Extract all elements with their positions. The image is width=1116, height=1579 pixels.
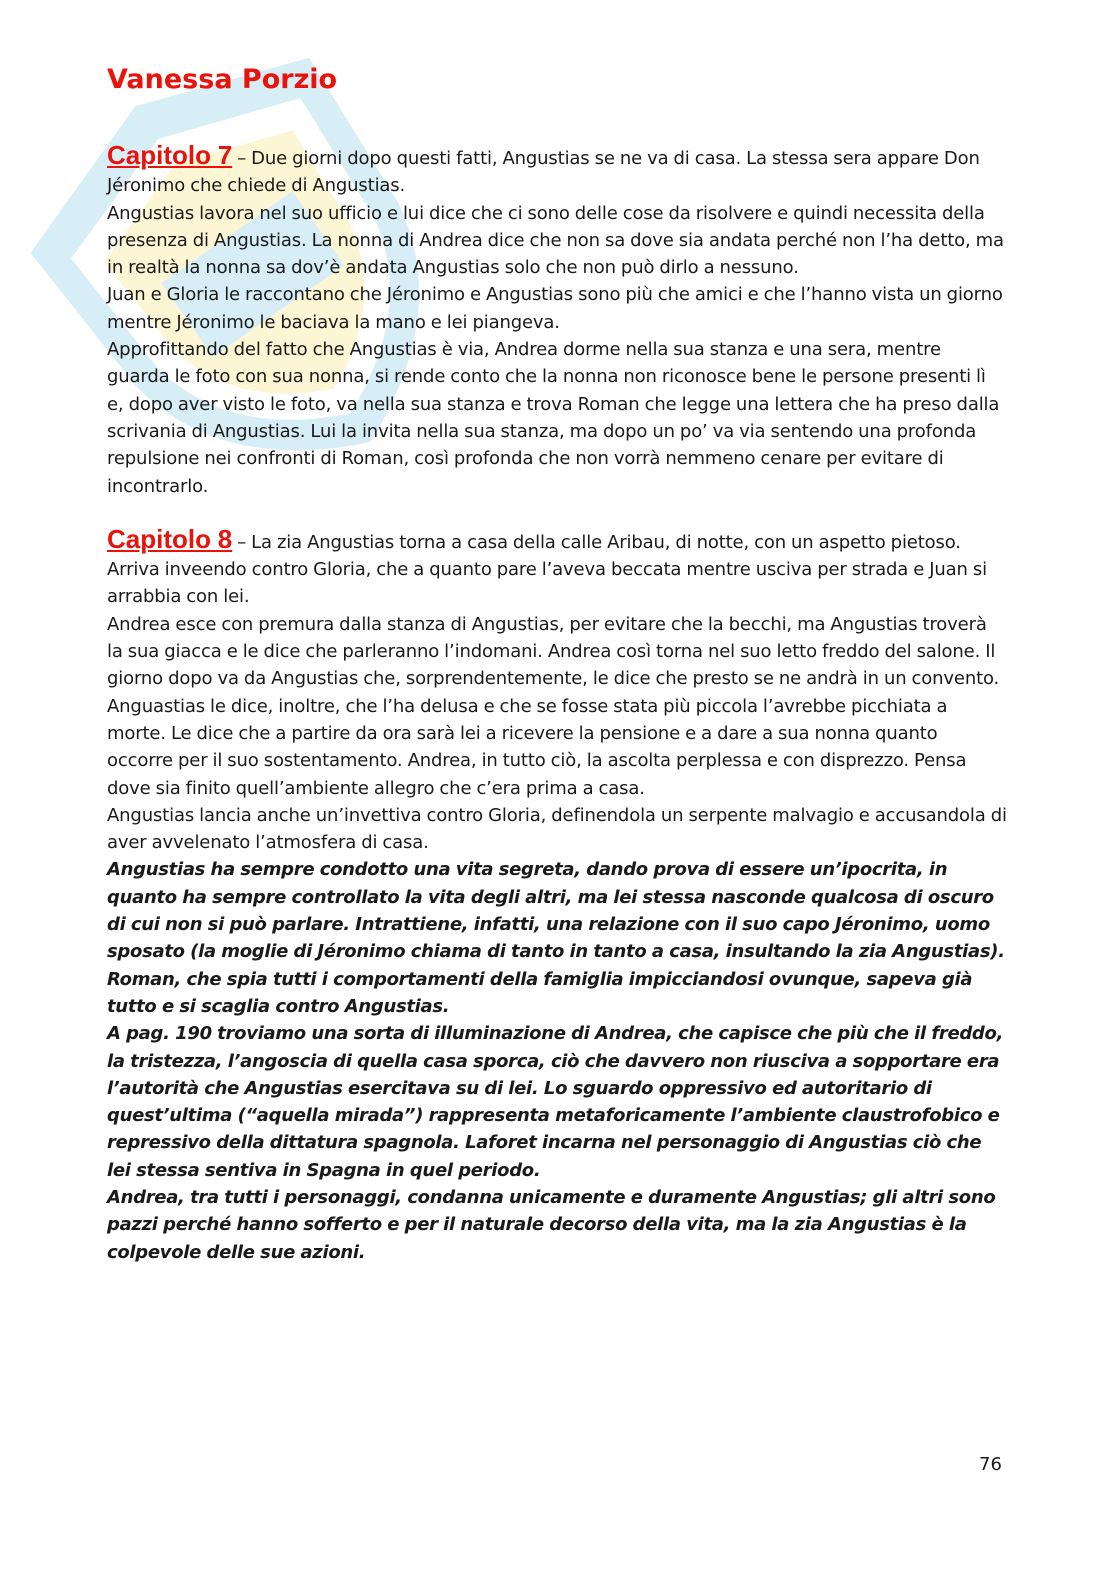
- chapter-7-section: [107, 142, 1007, 500]
- chapter-7-title: Capitolo 7: [107, 140, 233, 170]
- chapter-8-emphasis: A pag. 190 troviamo una sorta di illuminazione di Andrea, che capisce che più che il freddo, la tristezza, l’angoscia di quella casa sporca, ciò che davvero non riusciva a sopportare era l’autorità che Angustias esercitava su di lei. Lo sguardo oppressivo ed autoritario di quest’ultima (“aquella mirada”) rappresenta metaforicamente l’ambiente claustrofobico e repressivo della dittatura spagnola. Laforet incarna nel personaggio di Angustias ciò che lei stessa sentiva in Spagna in quel periodo.: [107, 1023, 1004, 1181]
- chapter-7-paragraph: Approfittando del fatto che Angustias è via, Andrea dorme nella sua stanza e una sera, mentre guarda le foto con sua nonna, si rende conto che la nonna non riconosce bene le persone presenti lì e, dopo aver visto le foto, va nella sua stanza e trova Roman che legge una lettera che ha preso dalla scrivania di Angustias. Lui la invita nella sua stanza, ma dopo un po’ va via sentendo una profonda repulsione nei confronti di Roman, così profonda che non vorrà nemmeno cenare per evitare di incontrarlo.: [107, 339, 1000, 497]
- chapter-8-title: Capitolo 8: [107, 523, 233, 554]
- chapter-8-emphasis: Andrea, tra tutti i personaggi, condanna unicamente e duramente Angustias; gli altri sono pazzi perché hanno sofferto e per il naturale decorso della vita, ma la zia Angustias è la colpevole delle sue azioni.: [107, 1186, 996, 1263]
- author-name: Vanessa Porzio: [107, 64, 338, 95]
- page-number: 76: [979, 1454, 1002, 1475]
- chapter-8-intro-text: – La zia Angustias torna a casa della calle Aribau, di notte, con un aspetto pietoso. Arriva inveendo contro Gloria, che a quanto pare l’aveva beccata mentre usciva per strada e Juan si arrabbia con lei.: [107, 531, 987, 608]
- chapter-8-section: [107, 523, 1007, 1266]
- chapter-8-emphasis: Angustias ha sempre condotto una vita segreta, dando prova di essere un’ipocrita, in quanto ha sempre controllato la vita degli altri, ma lei stessa nasconde qualcosa di oscuro di cui non si può parlare. Intrattiene, infatti, una relazione con il suo capo Jéronimo, uomo sposato (la moglie di Jéronimo chiama di tanto in tanto a casa, insultando la zia Angustias).: [107, 859, 1005, 963]
- chapter-8-paragraph: Angustias lancia anche un’invettiva contro Gloria, definendola un serpente malvagio e accusandola di aver avvelenato l’atmosfera di casa.: [107, 804, 1007, 854]
- chapter-8-intro: [107, 523, 1007, 611]
- document-page: [107, 60, 1007, 1292]
- chapter-7-paragraph: Juan e Gloria le raccontano che Jéronimo e Angustias sono più che amici e che l’hanno vista un giorno mentre Jéronimo le baciava la mano e lei piangeva.: [107, 284, 1003, 333]
- chapter-8-paragraph: Andrea esce con premura dalla stanza di Angustias, per evitare che la becchi, ma Angustias troverà la sua giacca e le dice che parleranno l’indomani. Andrea così torna nel suo letto freddo del salone. Il giorno dopo va da Angustias che, sorprendentemente, le dice che presto se ne andrà in un convento. Anguastias le dice, inoltre, che l’ha delusa e che se fosse stata più piccola l’avrebbe picchiata a morte. Le dice che a partire da ora sarà lei a ricevere la pensione e a dare a sua nonna quanto occorre per il suo sostentamento. Andrea, in tutto ciò, la ascolta perplessa e con disprezzo. Pensa dove sia finito quell’ambiente allegro che c’era prima a casa.: [107, 613, 1000, 799]
- chapter-7-intro: [107, 142, 1007, 200]
- chapter-7-intro-text: – Due giorni dopo questi fatti, Angustias se ne va di casa. La stessa sera appare Don Jéronimo che chiede di Angustias.: [107, 148, 980, 197]
- chapter-8-emphasis: Roman, che spia tutti i comportamenti della famiglia impicciandosi ovunque, sapeva già tutto e si scaglia contro Angustias.: [107, 968, 973, 1017]
- chapter-7-paragraph: Angustias lavora nel suo ufficio e lui dice che ci sono delle cose da risolvere e quindi necessita della presenza di Angustias. La nonna di Andrea dice che non sa dove sia andata perché non l’ha detto, ma in realtà la nonna sa dov’è andata Angustias solo che non può dirlo a nessuno.: [107, 202, 1004, 279]
